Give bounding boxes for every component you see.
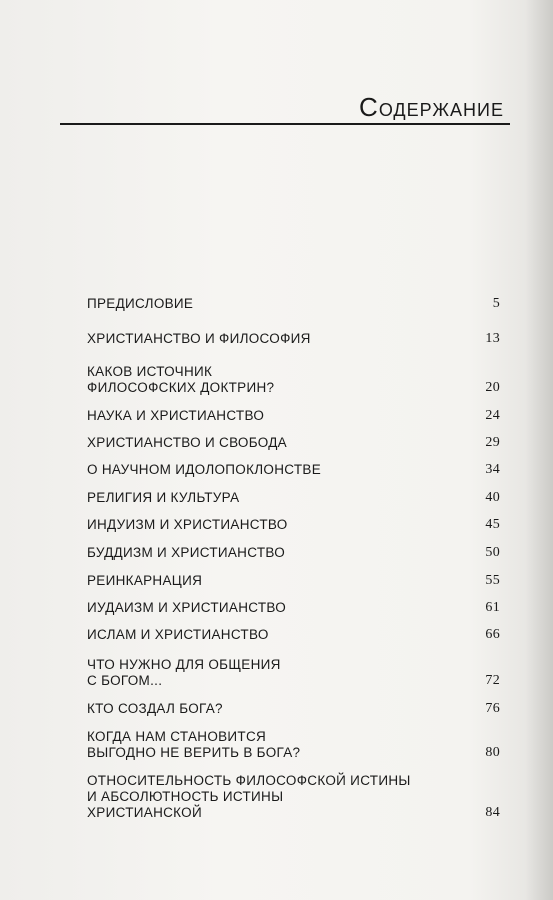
toc-entry-page: 40 <box>485 490 500 505</box>
toc-entry-title: КОГДА НАМ СТАНОВИТСЯ ВЫГОДНО НЕ ВЕРИТЬ В БОГА? <box>87 729 301 760</box>
toc-entry-title: БУДДИЗМ И ХРИСТИАНСТВО <box>87 545 286 560</box>
toc-entry <box>87 517 500 533</box>
toc-entry-title: ПРЕДИСЛОВИЕ <box>87 296 194 311</box>
toc-entry-page: 34 <box>485 462 500 477</box>
toc-entry-title: ИУДАИЗМ И ХРИСТИАНСТВО <box>87 600 287 615</box>
page-title: Содержание <box>359 92 504 122</box>
toc-entry-title: ЧТО НУЖНО ДЛЯ ОБЩЕНИЯ С БОГОМ... <box>87 657 281 688</box>
toc-entry-title: О НАУЧНОМ ИДОЛОПОКЛОНСТВЕ <box>87 462 322 477</box>
toc-entry-page: 24 <box>485 408 500 423</box>
toc-entry-page: 20 <box>485 380 500 395</box>
toc-entry-title: ИСЛАМ И ХРИСТИАНСТВО <box>87 627 269 642</box>
toc-entry <box>87 573 500 589</box>
toc-entry <box>87 657 500 689</box>
toc-entry-title: НАУКА И ХРИСТИАНСТВО <box>87 408 265 423</box>
toc-entry-page: 80 <box>485 745 500 760</box>
toc-entry-page: 72 <box>485 673 500 688</box>
page-gutter-shadow <box>525 0 553 900</box>
toc-entry-page: 29 <box>485 435 500 450</box>
toc-entry-title: КАКОВ ИСТОЧНИК ФИЛОСОФСКИХ ДОКТРИН? <box>87 364 275 395</box>
toc-entry-page: 84 <box>485 805 500 820</box>
toc-entry <box>87 296 500 312</box>
toc-entry <box>87 773 500 821</box>
toc-entry-title: ХРИСТИАНСТВО И СВОБОДА <box>87 435 287 450</box>
toc-entry <box>87 600 500 616</box>
toc-entry <box>87 364 500 396</box>
toc-entry-page: 45 <box>485 517 500 532</box>
toc-entry-title: ХРИСТИАНСТВО И ФИЛОСОФИЯ <box>87 331 311 346</box>
toc-entry-page: 50 <box>485 545 500 560</box>
toc-entry <box>87 490 500 506</box>
toc-entry-page: 61 <box>485 600 500 615</box>
title-underline <box>60 123 510 125</box>
toc-entry <box>87 331 500 347</box>
toc-entry <box>87 627 500 643</box>
toc-entry-page: 5 <box>492 296 500 311</box>
toc-entry-page: 55 <box>485 573 500 588</box>
toc-entry <box>87 435 500 451</box>
toc-entry-title: ИНДУИЗМ И ХРИСТИАНСТВО <box>87 517 288 532</box>
toc-entry <box>87 462 500 478</box>
toc-entry-page: 13 <box>485 331 500 346</box>
toc-entry <box>87 408 500 424</box>
toc-entry-page: 66 <box>485 627 500 642</box>
toc-entry-title: ОТНОСИТЕЛЬНОСТЬ ФИЛОСОФСКОЙ ИСТИНЫ И АБСОЛЮТНОСТЬ ИСТИНЫ ХРИСТИАНСКОЙ <box>87 773 411 820</box>
toc-entry-title: КТО СОЗДАЛ БОГА? <box>87 701 223 716</box>
toc-entry <box>87 701 500 717</box>
toc-entry-title: РЕЛИГИЯ И КУЛЬТУРА <box>87 490 240 505</box>
toc-entry-title: РЕИНКАРНАЦИЯ <box>87 573 203 588</box>
toc-entry <box>87 729 500 761</box>
toc-entry-page: 76 <box>485 701 500 716</box>
toc-entry <box>87 545 500 561</box>
